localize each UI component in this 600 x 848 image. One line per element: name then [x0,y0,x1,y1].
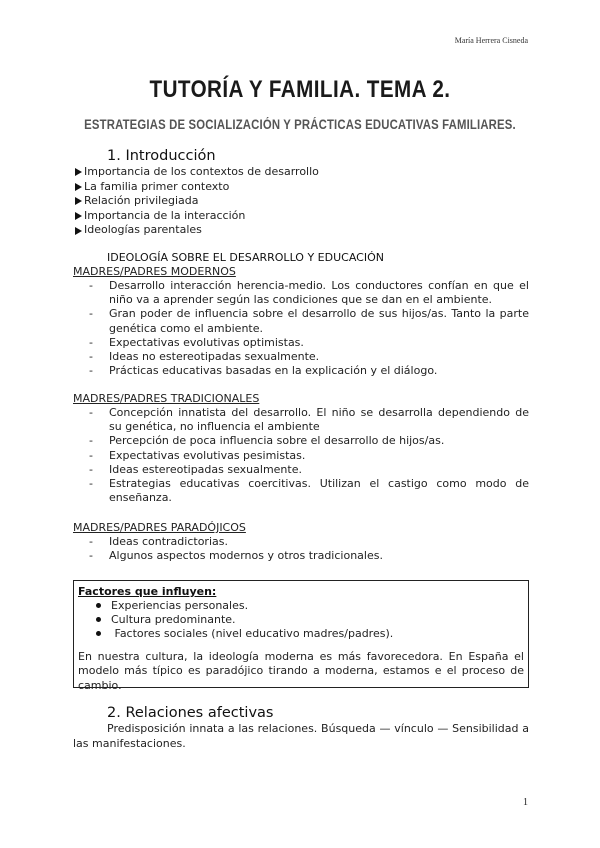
bullet-icon [96,631,101,636]
triangle-bullet-icon [75,227,82,235]
author-name: María Herrera Cisneda [454,36,528,45]
document-subtitle: ESTRATEGIAS DE SOCIALIZACIÓN Y PRÁCTICAS EDUCATIVAS FAMILIARES. [84,117,516,132]
list-item: Importancia de la interacción [75,209,535,224]
list-item: - Percepción de poca influencia sobre el desarrollo de hijos/as. [89,434,445,448]
document-title: TUTORÍA Y FAMILIA. TEMA 2. [149,76,451,103]
factores-paragraph: En nuestra cultura, la ideología moderna es más favorecedora. En España el modelo más típico es paradójico tirando a moderna, estamos e el proceso de cambio. [78,650,524,692]
dash-bullet: - [89,462,93,476]
section-heading-introduccion: 1. Introducción [107,148,216,164]
list-item: - Expectativas evolutivas optimistas. [89,335,304,349]
dash-bullet: - [89,535,93,548]
list-item: - Ideas estereotipadas sexualmente. [89,462,302,476]
list-item: - Ideas no estereotipadas sexualmente. [89,350,320,364]
section-heading-relaciones: 2. Relaciones afectivas [107,705,274,721]
relaciones-paragraph: Predisposición innata a las relaciones. Búsqueda — vínculo — Sensibilidad a las manifestaciones. [73,722,529,750]
list-modernos [89,279,529,378]
factores-box [73,580,529,692]
dash-bullet: - [89,434,93,448]
list-item: La familia primer contexto [75,180,535,195]
factores-list [96,599,524,641]
list-item: Ideologías parentales [75,223,535,238]
dash-bullet: - [89,448,93,462]
list-item: - Prácticas educativas basadas en la explicación y el diálogo. [89,364,438,378]
dash-bullet: - [89,279,93,292]
label-tradicionales: MADRES/PADRES TRADICIONALES [73,392,260,405]
dash-bullet: - [89,335,93,349]
dash-bullet: - [89,364,93,378]
intro-list [75,165,535,238]
triangle-bullet-icon [75,197,82,205]
page-number: 1 [523,797,528,808]
triangle-bullet-icon [75,168,82,176]
dash-bullet: - [89,350,93,364]
list-item: - Algunos aspectos modernos y otros tradicionales. [89,549,383,563]
list-item: Experiencias personales. [96,599,524,613]
bullet-icon [96,603,101,608]
label-paradojicos: MADRES/PADRES PARADÓJICOS [73,521,246,534]
label-modernos: MADRES/PADRES MODERNOS [73,265,236,278]
dash-bullet: - [89,549,93,563]
list-item: Cultura predominante. [96,613,524,627]
triangle-bullet-icon [75,183,82,191]
list-item: - Estrategias educativas coercitivas. Utilizan el castigo como modo de enseñanza. [89,477,529,505]
list-item: - Expectativas evolutivas pesimistas. [89,448,306,462]
dash-bullet: - [89,406,93,419]
triangle-bullet-icon [75,212,82,220]
list-item: - Gran poder de influencia sobre el desarrollo de sus hijos/as. Tanto la parte genética como el ambiente. [89,307,529,335]
list-item: - Desarrollo interacción herencia-medio. Los conductores confían en que el niño va a aprender según las condiciones que se dan en el ambiente. [89,279,529,307]
dash-bullet: - [89,307,93,321]
ideologia-heading: IDEOLOGÍA SOBRE EL DESARROLLO Y EDUCACIÓN [107,251,384,264]
list-item: Relación privilegiada [75,194,535,209]
dash-bullet: - [89,477,93,491]
list-item: - Concepción innatista del desarrollo. El niño se desarrolla dependiendo de su genética, no influencia el ambiente [89,406,529,434]
list-item: - Ideas contradictorias. [89,535,228,548]
list-tradicionales [89,406,529,505]
list-paradojicos [89,535,529,563]
list-item: Factores sociales (nivel educativo madres/padres). [96,627,524,641]
list-item: Importancia de los contextos de desarrollo [75,165,535,180]
factores-title: Factores que influyen: [78,585,217,598]
bullet-icon [96,617,101,622]
